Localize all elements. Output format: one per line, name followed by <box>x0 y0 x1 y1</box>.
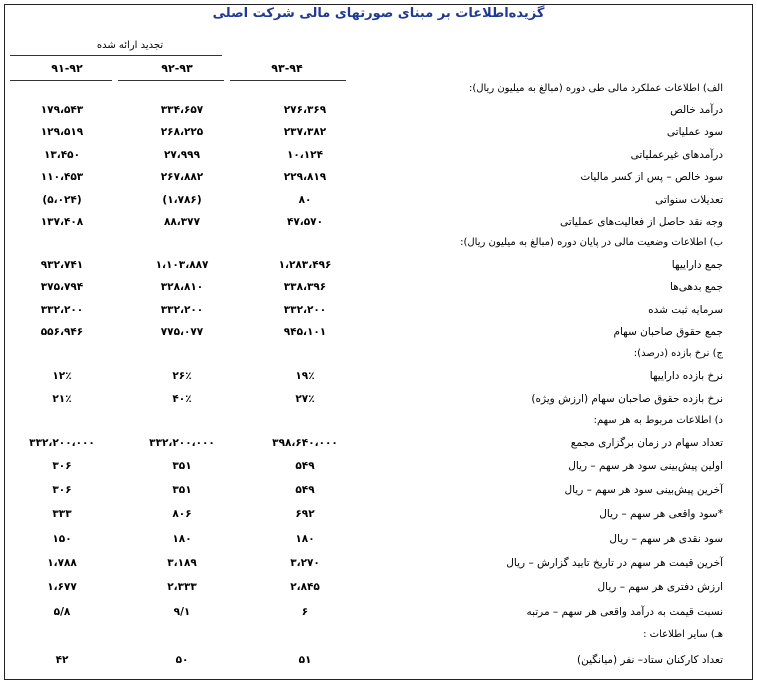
row-label: تعداد کارکنان ستاد– نفر (میانگین) <box>577 654 723 666</box>
page-title: گزیده‌اطلاعات بر مبنای صورتهای مالی شرکت اصلی <box>212 6 545 21</box>
row-label: سرمایه ثبت شده <box>648 304 723 316</box>
cell-value: ۲۲۹،۸۱۹ <box>283 171 327 183</box>
cell-value: ۱۸۰ <box>172 533 192 545</box>
cell-value: ۳۳۲،۲۰۰،۰۰۰ <box>149 437 215 449</box>
cell-value: ۵۱ <box>298 654 312 666</box>
cell-value: ۳۲۸،۸۱۰ <box>160 281 204 293</box>
cell-value: ۳۳۴،۶۵۷ <box>160 104 204 116</box>
header-rule-3 <box>10 80 112 81</box>
row-label: سود نقدی هر سهم – ریال <box>609 533 723 545</box>
row-label: جمع داراییها <box>671 259 723 271</box>
cell-value: ۲۶۷،۸۸۲ <box>160 171 204 183</box>
cell-value: ۳،۲۷۰ <box>290 557 320 569</box>
row-label: *سود واقعی هر سهم – ریال <box>599 508 723 520</box>
row-label: سود خالص – پس از کسر مالیات <box>580 171 723 183</box>
cell-value: ۱۷۹،۵۴۳ <box>40 104 84 116</box>
cell-value: ۴۲ <box>55 654 69 666</box>
cell-value: ۱۳،۴۵۰ <box>43 149 81 161</box>
cell-value: ۲۱٪ <box>52 393 72 405</box>
cell-value: ۲۷٪ <box>295 393 315 405</box>
cell-value: ۱۱۰،۴۵۳ <box>40 171 84 183</box>
cell-value: ۳۵۱ <box>172 484 192 496</box>
section-heading: د) اطلاعات مربوط به هر سهم: <box>593 415 723 426</box>
row-label: آخرین قیمت هر سهم در تاریخ تایید گزارش – ریال <box>506 557 723 569</box>
cell-value: ۶۹۲ <box>295 508 315 520</box>
row-label: ارزش دفتری هر سهم – ریال <box>597 581 723 593</box>
cell-value: ۲،۳۳۳ <box>167 581 197 593</box>
cell-value: (۱،۷۸۶) <box>162 194 202 206</box>
cell-value: ۱،۷۸۸ <box>47 557 77 569</box>
cell-value: ۳۵۱ <box>172 460 192 472</box>
row-label: نرخ بازده حقوق صاحبان سهام (ارزش ویژه) <box>531 393 723 405</box>
row-label: جمع حقوق صاحبان سهام <box>613 326 723 338</box>
cell-value: ۸۰۶ <box>172 508 192 520</box>
cell-value: ۱۰،۱۲۴ <box>286 149 324 161</box>
cell-value: ۳۳۲،۲۰۰ <box>40 304 84 316</box>
cell-value: ۶ <box>301 606 309 618</box>
cell-value: ۳۹۸،۶۴۰،۰۰۰ <box>272 437 338 449</box>
cell-value: ۳۳۲،۲۰۰ <box>160 304 204 316</box>
section-heading: الف) اطلاعات عملکرد مالی طی دوره (مبالغ به میلیون ریال): <box>468 83 723 94</box>
cell-value: ۴۰٪ <box>172 393 192 405</box>
row-label: درآمد خالص <box>670 104 723 116</box>
col-header-year-3: ۹۱-۹۲ <box>51 62 83 75</box>
cell-value: ۳۷۵،۷۹۴ <box>40 281 84 293</box>
row-label: تعداد سهام در زمان برگزاری مجمع <box>570 437 723 449</box>
section-heading: هـ) سایر اطلاعات : <box>643 629 723 640</box>
restated-underline <box>10 55 222 56</box>
cell-value: ۳۳۳ <box>52 508 72 520</box>
cell-value: ۸۰ <box>298 194 312 206</box>
row-label: تعدیلات سنواتی <box>655 194 723 206</box>
row-label: درآمدهای غیرعملیاتی <box>630 149 723 161</box>
cell-value: ۹/۱ <box>173 606 191 618</box>
cell-value: ۱۳۷،۴۰۸ <box>40 216 84 228</box>
cell-value: ۳۳۲،۲۰۰،۰۰۰ <box>29 437 95 449</box>
cell-value: ۵/۸ <box>53 606 71 618</box>
cell-value: ۱۸۰ <box>295 533 315 545</box>
row-label: جمع بدهی‌ها <box>670 281 723 293</box>
cell-value: ۳،۱۸۹ <box>167 557 197 569</box>
cell-value: ۲۶۸،۲۲۵ <box>160 126 204 138</box>
header-rule-1 <box>230 80 346 81</box>
cell-value: ۳۰۶ <box>52 484 72 496</box>
cell-value: ۵۵۶،۹۴۶ <box>40 326 84 338</box>
cell-value: ۱،۲۸۳،۴۹۶ <box>278 259 332 271</box>
section-heading: ج) نرخ بازده (درصد): <box>633 348 723 359</box>
cell-value: ۱۹٪ <box>295 370 315 382</box>
col-header-year-2: ۹۲-۹۳ <box>161 62 193 75</box>
col-header-year-1: ۹۳-۹۴ <box>271 62 303 75</box>
cell-value: ۱،۱۰۳،۸۸۷ <box>155 259 209 271</box>
row-label: نرخ بازده داراییها <box>649 370 723 382</box>
cell-value: ۲۳۷،۳۸۲ <box>283 126 327 138</box>
cell-value: ۳۳۲،۲۰۰ <box>283 304 327 316</box>
cell-value: ۲۷۶،۳۶۹ <box>283 104 327 116</box>
cell-value: ۲۶٪ <box>172 370 192 382</box>
cell-value: ۵۴۹ <box>295 484 315 496</box>
cell-value: ۸۸،۳۷۷ <box>163 216 201 228</box>
row-label: سود عملیاتی <box>666 126 723 138</box>
cell-value: ۱۲٪ <box>52 370 72 382</box>
cell-value: ۹۳۲،۷۴۱ <box>40 259 84 271</box>
cell-value: (۵،۰۲۴) <box>42 194 82 206</box>
cell-value: ۲،۸۴۵ <box>290 581 320 593</box>
restated-label: تجدید ارائه شده <box>96 40 164 51</box>
row-label: نسبت قیمت به درآمد واقعی هر سهم – مرتبه <box>526 606 723 618</box>
header-rule-2 <box>118 80 224 81</box>
cell-value: ۴۷،۵۷۰ <box>286 216 324 228</box>
cell-value: ۱،۶۷۷ <box>47 581 77 593</box>
section-heading: ب) اطلاعات وضعیت مالی در پایان دوره (مبالغ به میلیون ریال): <box>460 237 723 248</box>
cell-value: ۷۷۵،۰۷۷ <box>160 326 204 338</box>
cell-value: ۳۳۸،۳۹۶ <box>283 281 327 293</box>
row-label: وجه نقد حاصل از فعالیت‌های عملیاتی <box>560 216 723 228</box>
row-label: آخرین پیش‌بینی سود هر سهم – ریال <box>564 484 723 496</box>
cell-value: ۱۲۹،۵۱۹ <box>40 126 84 138</box>
cell-value: ۵۴۹ <box>295 460 315 472</box>
cell-value: ۱۵۰ <box>52 533 72 545</box>
cell-value: ۹۴۵،۱۰۱ <box>283 326 327 338</box>
cell-value: ۲۷،۹۹۹ <box>163 149 201 161</box>
row-label: اولین پیش‌بینی سود هر سهم – ریال <box>568 460 723 472</box>
cell-value: ۳۰۶ <box>52 460 72 472</box>
cell-value: ۵۰ <box>175 654 189 666</box>
